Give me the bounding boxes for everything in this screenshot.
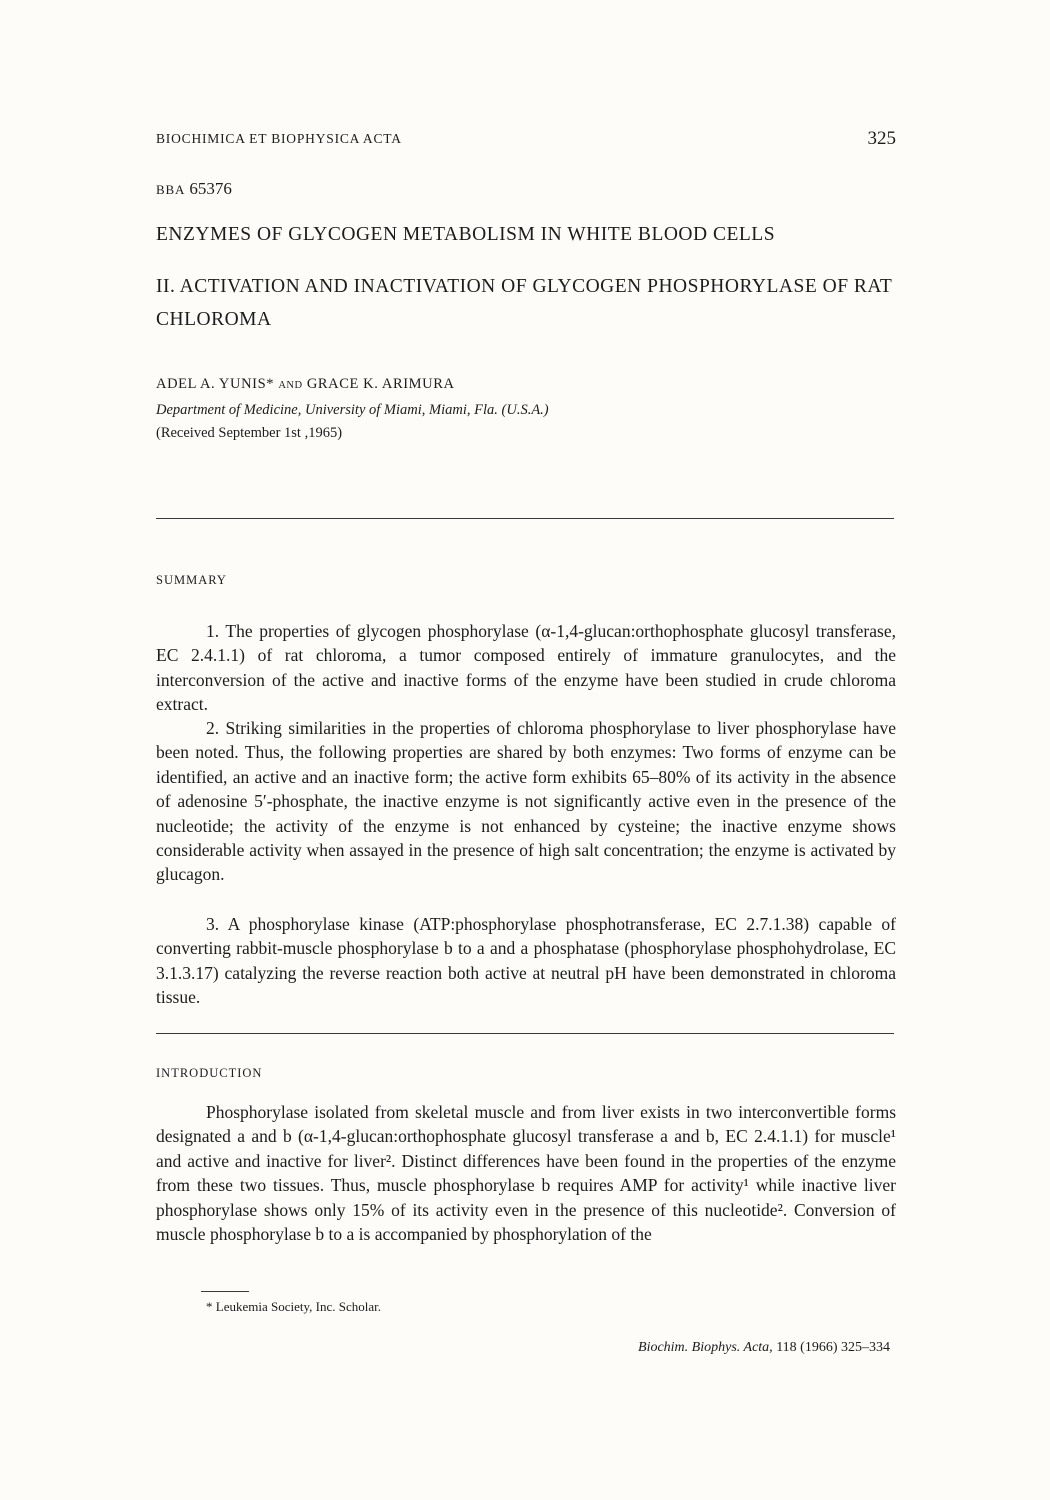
- introduction-heading: INTRODUCTION: [156, 1066, 263, 1080]
- author-line: [156, 376, 455, 393]
- summary-paragraph-1: 1. The properties of glycogen phosphorylase (α-1,4-glucan:orthophosphate glucosyl transferase, EC 2.4.1.1) of rat chloroma, a tumor composed entirely of immature granulocytes, and the interconversion of the active and inactive forms of the enzyme have been studied in crude chloroma extract.: [156, 621, 896, 715]
- divider-bottom: [156, 1033, 894, 1034]
- summary-paragraph-2: 2. Striking similarities in the properties of chloroma phosphorylase to liver phosphorylase have been noted. Thus, the following properties are shared by both enzymes: Two forms of enzyme can be identified, an active and an inactive form; the active form exhibits 65–80% of its activity in the absence of adenosine 5′-phosphate, the inactive enzyme is not significantly active even in the presence of the nucleotide; the activity of the enzyme is not enhanced by cysteine; the inactive enzyme shows considerable activity when assayed in the presence of high salt concentration; the enzyme is activated by glucagon.: [156, 718, 896, 885]
- bba-number: [156, 179, 232, 199]
- footer-citation: 118 (1966) 325–334: [776, 1340, 890, 1355]
- received-date: (Received September 1st ,1965): [156, 425, 343, 441]
- author-conjunction: AND: [278, 380, 303, 391]
- footnote: * Leukemia Society, Inc. Scholar.: [206, 1299, 381, 1314]
- running-header-journal: BIOCHIMICA ET BIOPHYSICA ACTA: [156, 131, 402, 146]
- bba-code: 65376: [189, 179, 232, 198]
- citation-footer: [520, 1340, 890, 1356]
- summary-paragraph-3: 3. A phosphorylase kinase (ATP:phosphorylase phosphotransferase, EC 2.7.1.38) capable of converting rabbit-muscle phosphorylase b to a and a phosphatase (phosphorylase phosphohydrolase, EC 3.1.3.17) catalyzing the reverse reaction both active at neutral pH have been demonstrated in chloroma tissue.: [156, 914, 896, 1008]
- footnote-rule: [201, 1291, 249, 1292]
- introduction-paragraph: Phosphorylase isolated from skeletal muscle and from liver exists in two interconvertible forms designated a and b (α-1,4-glucan:orthophosphate glucosyl transferase a and b, EC 2.4.1.1) for muscle¹ and active and inactive for liver². Distinct differences have been found in the properties of the enzyme from these two tissues. Thus, muscle phosphorylase b requires AMP for activity¹ while inactive liver phosphorylase shows only 15% of its activity even in the presence of this nucleotide². Conversion of muscle phosphorylase b to a is accompanied by phosphorylation of the: [156, 1102, 896, 1245]
- footer-journal: Biochim. Biophys. Acta,: [638, 1340, 773, 1355]
- summary-heading: SUMMARY: [156, 573, 227, 587]
- article-subtitle: II. ACTIVATION AND INACTIVATION OF GLYCOGEN PHOSPHORYLASE OF RAT CHLOROMA: [156, 276, 892, 330]
- article-title: ENZYMES OF GLYCOGEN METABOLISM IN WHITE BLOOD CELLS: [156, 224, 776, 245]
- divider-top: [156, 518, 894, 519]
- affiliation: Department of Medicine, University of Miami, Miami, Fla. (U.S.A.): [156, 402, 549, 418]
- author-2: GRACE K. ARIMURA: [306, 376, 455, 392]
- author-1: ADEL A. YUNIS*: [156, 376, 275, 392]
- bba-prefix: BBA: [156, 182, 186, 197]
- page-number: 325: [867, 128, 896, 149]
